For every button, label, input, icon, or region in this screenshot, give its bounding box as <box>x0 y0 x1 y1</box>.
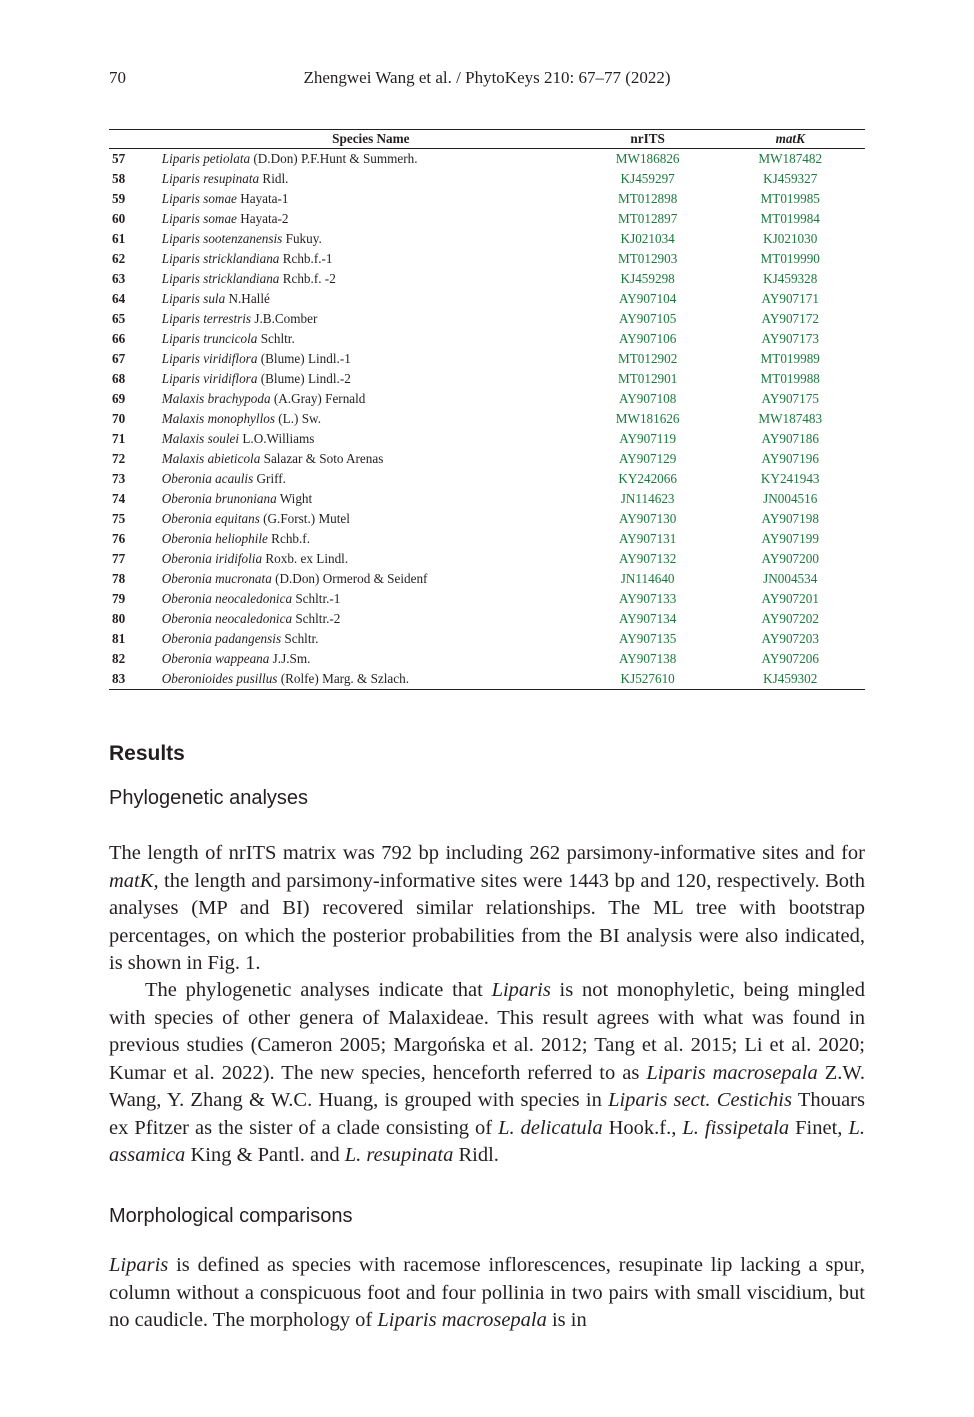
table-row <box>109 309 865 329</box>
matk-accession: AY907198 <box>761 511 819 526</box>
species-binomial: Liparis somae <box>161 211 237 226</box>
species-name-cell <box>162 529 580 549</box>
results-heading: Results <box>109 742 185 765</box>
matk-accession: MW187483 <box>758 411 823 426</box>
nrits-accession: KJ527610 <box>580 669 716 690</box>
running-header <box>109 68 865 92</box>
nrits-accession: AY907135 <box>618 631 677 646</box>
species-binomial: Oberonia neocaledonica <box>161 611 293 626</box>
matk-accession: KY241943 <box>760 471 820 486</box>
species-name-cell <box>162 249 580 269</box>
species-authority: Schltr.-2 <box>292 611 341 626</box>
species-name-cell <box>162 209 580 229</box>
species-authority: (D.Don) Ormerod & Seidenf <box>271 571 428 586</box>
species-authority: Rchb.f. <box>267 531 310 546</box>
nrits-accession: MT012903 <box>617 251 678 266</box>
row-number: 77 <box>112 551 126 566</box>
table-row <box>109 509 865 529</box>
phylogenetic-analyses-heading: Phylogenetic analyses <box>109 787 309 809</box>
row-number: 81 <box>112 631 126 646</box>
table-header-row <box>109 130 865 149</box>
matk-accession: AY907173 <box>761 331 819 346</box>
table-row <box>109 349 865 369</box>
table-row <box>109 449 865 469</box>
table-row <box>109 529 865 549</box>
species-authority: Hayata-2 <box>236 211 289 226</box>
species-binomial: Liparis somae <box>161 191 237 206</box>
matk-accession: MT019984 <box>760 211 820 226</box>
table-row <box>109 469 865 489</box>
species-authority: (L.) Sw. <box>274 411 321 426</box>
species-binomial: Liparis truncicola <box>161 331 258 346</box>
matk-accession: AY907196 <box>761 451 819 466</box>
species-name-cell <box>162 289 580 309</box>
table-row <box>109 289 865 309</box>
table-row <box>109 329 865 349</box>
species-name-cell <box>162 309 580 329</box>
species-name-cell <box>162 609 580 629</box>
matk-accession: AY907201 <box>761 591 819 606</box>
species-authority: Hayata-1 <box>236 191 289 206</box>
nrits-accession: AY907131 <box>618 531 677 546</box>
italic-text: Liparis <box>491 979 551 1001</box>
table-row <box>109 389 865 409</box>
matk-accession: MT019988 <box>760 371 820 386</box>
species-authority: N.Hallé <box>225 291 270 306</box>
species-binomial: Oberonioides pusillus <box>161 671 278 686</box>
matk-accession: AY907199 <box>761 531 819 546</box>
text-run: is not monophyletic, being mingled with species of other genera of Malaxideae. This result agrees with what was found in previous studies (Cameron 2005; Margońska et al. 2012; Tang et al. 2015; Li et al. 2020; Kumar et al. 2022). The new species, henceforth referred to as <box>109 979 865 1084</box>
matk-accession: MW187482 <box>758 151 823 166</box>
text-run: , the length and parsimony-informative sites were 1443 bp and 120, respectively. Both analyses (MP and BI) recovered similar relationships. The ML tree with bootstrap percentages, on which the posterior probabilities from the BI analysis were also indicated, is shown in Fig. 1. <box>109 869 865 974</box>
nrits-accession: AY907134 <box>618 611 677 626</box>
row-number: 68 <box>112 371 126 386</box>
species-authority: Wight <box>276 491 313 506</box>
species-binomial: Liparis sootenzanensis <box>161 231 283 246</box>
matk-accession: KJ021030 <box>763 231 818 246</box>
species-authority: Roxb. ex Lindl. <box>262 551 349 566</box>
species-authority: Ridl. <box>259 171 289 186</box>
row-number: 79 <box>112 591 126 606</box>
species-authority: Fukuy. <box>282 231 322 246</box>
nrits-accession: AY907132 <box>618 551 677 566</box>
row-number: 78 <box>112 571 126 586</box>
species-binomial: Oberonia acaulis <box>161 471 254 486</box>
row-number: 72 <box>112 451 126 466</box>
table-row <box>109 629 865 649</box>
species-binomial: Malaxis brachypoda <box>161 391 271 406</box>
species-authority: Schltr.-1 <box>292 591 341 606</box>
running-head-title: Zhengwei Wang et al. / PhytoKeys 210: 67–77 (2022) <box>303 68 671 87</box>
italic-text: Liparis sect. Cestichis <box>608 1089 792 1111</box>
matk-accession: AY907200 <box>761 551 819 566</box>
matk-accession: MT019985 <box>760 191 820 206</box>
italic-text: L. delicatula <box>498 1116 603 1139</box>
text-run: Z.W. Wang, Y. Zhang & W.C. Huang, is grouped with species in <box>109 1061 866 1111</box>
species-name-cell <box>162 409 580 429</box>
row-number: 74 <box>112 491 126 506</box>
table-row <box>109 229 865 249</box>
paragraph-phylo-2 <box>109 977 865 1170</box>
text-run: Finet, <box>789 1116 849 1139</box>
nrits-accession: AY907133 <box>618 591 677 606</box>
species-authority: Griff. <box>253 471 286 486</box>
species-binomial: Malaxis monophyllos <box>161 411 275 426</box>
nrits-accession: KJ459298 <box>620 271 675 286</box>
matk-accession: JN004534 <box>763 571 818 586</box>
table-row <box>109 369 865 389</box>
header-spacer <box>109 130 162 149</box>
morphological-comparisons-heading: Morphological comparisons <box>109 1205 353 1227</box>
species-binomial: Liparis stricklandiana <box>161 251 280 266</box>
matk-accession: KJ459327 <box>763 171 818 186</box>
nrits-accession: MW181626 <box>615 411 680 426</box>
species-authority: Rchb.f.-1 <box>279 251 333 266</box>
table-row <box>109 249 865 269</box>
nrits-accession: AY907129 <box>618 451 677 466</box>
species-name-cell <box>162 469 580 489</box>
species-binomial: Oberonia heliophile <box>161 531 268 546</box>
species-name-cell <box>162 189 580 209</box>
species-authority: Rchb.f. -2 <box>279 271 336 286</box>
species-name-cell <box>162 649 580 669</box>
species-binomial: Liparis resupinata <box>161 171 260 186</box>
species-authority: (Rolfe) Marg. & Szlach. <box>277 671 410 686</box>
row-number: 71 <box>112 431 126 446</box>
table-row <box>109 489 865 509</box>
row-number: 64 <box>112 291 126 306</box>
row-number: 65 <box>112 311 126 326</box>
species-authority: (G.Forst.) Mutel <box>259 511 350 526</box>
row-number: 60 <box>112 211 126 226</box>
species-name-cell <box>162 489 580 509</box>
nrits-accession: MT012897 <box>617 211 678 226</box>
species-authority: (Blume) Lindl.-1 <box>257 351 351 366</box>
species-name-cell <box>162 449 580 469</box>
species-binomial: Oberonia neocaledonica <box>161 591 293 606</box>
species-binomial: Oberonia mucronata <box>161 571 272 586</box>
table-row <box>109 609 865 629</box>
nrits-accession: JN114640 <box>620 571 675 586</box>
text-run: The phylogenetic analyses indicate that <box>145 979 492 1001</box>
row-number: 69 <box>112 391 126 406</box>
species-name-cell <box>162 349 580 369</box>
table-row <box>109 429 865 449</box>
matk-accession: AY907186 <box>761 431 819 446</box>
species-accession-table <box>109 129 865 690</box>
table-row <box>109 209 865 229</box>
species-binomial: Liparis stricklandiana <box>161 271 280 286</box>
species-binomial: Liparis viridiflora <box>161 351 258 366</box>
nrits-accession: KJ021034 <box>620 231 675 246</box>
text-run: The length of nrITS matrix was 792 bp including 262 parsimony-informative sites and for <box>109 842 865 864</box>
species-name-cell <box>162 569 580 589</box>
nrits-accession: JN114623 <box>620 491 675 506</box>
row-number: 80 <box>112 611 126 626</box>
italic-text: Liparis macrosepala <box>377 1309 547 1331</box>
species-authority: Schltr. <box>281 631 319 646</box>
species-name-cell <box>162 149 580 170</box>
table-row <box>109 169 865 189</box>
text-run: King & Pantl. and <box>185 1144 345 1166</box>
matk-accession: AY907203 <box>761 631 819 646</box>
row-number: 66 <box>112 331 126 346</box>
species-name-cell <box>162 269 580 289</box>
row-number: 76 <box>112 531 126 546</box>
table-row <box>109 189 865 209</box>
text-run: Ridl. <box>453 1144 499 1166</box>
species-binomial: Oberonia equitans <box>161 511 260 526</box>
species-name-cell <box>162 629 580 649</box>
species-name-cell <box>162 389 580 409</box>
nrits-accession: MT012902 <box>617 351 678 366</box>
species-name-cell <box>162 549 580 569</box>
species-authority: (Blume) Lindl.-2 <box>257 371 351 386</box>
matk-accession: AY907206 <box>761 651 819 666</box>
species-binomial: Malaxis abieticola <box>161 451 261 466</box>
nrits-accession: KJ459297 <box>620 171 675 186</box>
row-number: 57 <box>112 151 126 166</box>
species-binomial: Oberonia iridifolia <box>161 551 263 566</box>
species-name-cell <box>162 429 580 449</box>
species-authority: Salazar & Soto Arenas <box>260 451 384 466</box>
table-row <box>109 269 865 289</box>
matk-accession: JN004516 <box>763 491 818 506</box>
species-binomial: Oberonia brunoniana <box>161 491 277 506</box>
table-row <box>109 669 865 690</box>
text-run: is in <box>546 1309 587 1331</box>
paragraph-phylo-1 <box>109 840 865 978</box>
species-binomial: Oberonia wappeana <box>161 651 270 666</box>
text-run: Hook.f., <box>602 1116 683 1139</box>
nrits-accession: AY907138 <box>618 651 677 666</box>
matk-accession: AY907175 <box>761 391 819 406</box>
row-number: 59 <box>112 191 126 206</box>
row-number: 62 <box>112 251 126 266</box>
nrits-accession: MT012898 <box>617 191 678 206</box>
species-authority: L.O.Williams <box>239 431 315 446</box>
italic-text: L. resupinata <box>344 1144 454 1166</box>
species-name-cell <box>162 369 580 389</box>
table-row <box>109 649 865 669</box>
nrits-accession: AY907104 <box>618 291 677 306</box>
species-authority: J.J.Sm. <box>269 651 311 666</box>
species-authority: Schltr. <box>257 331 295 346</box>
nrits-accession: KY242066 <box>618 471 677 486</box>
nrits-accession: MT012901 <box>617 371 678 386</box>
nrits-accession: AY907105 <box>618 311 677 326</box>
text-run: Thouars ex Pfitzer as the sister of a clade consisting of <box>109 1089 865 1139</box>
species-authority: J.B.Comber <box>251 311 318 326</box>
species-authority: (A.Gray) Fernald <box>270 391 366 406</box>
table-row <box>109 569 865 589</box>
matk-accession: KJ459328 <box>763 271 818 286</box>
text-run: is defined as species with racemose inflorescences, resupinate lip lacking a spur, column without a conspicuous foot and four pollinia in two pairs with small viscidium, but no caudicle. The morphology of <box>109 1254 865 1331</box>
matk-accession: MT019990 <box>760 251 820 266</box>
header-nrits: nrITS <box>580 130 716 149</box>
matk-accession: AY907172 <box>761 311 819 326</box>
row-number: 67 <box>112 351 126 366</box>
header-matk: matK <box>715 130 865 149</box>
table-body <box>109 149 865 690</box>
matk-accession: KJ459302 <box>715 669 865 690</box>
nrits-accession: MW186826 <box>615 151 680 166</box>
species-binomial: Malaxis soulei <box>161 431 240 446</box>
matk-accession: AY907202 <box>761 611 819 626</box>
species-name-cell <box>162 329 580 349</box>
species-name-cell <box>162 169 580 189</box>
italic-text: Liparis macrosepala <box>646 1061 818 1084</box>
species-name-cell <box>162 509 580 529</box>
table-row <box>109 589 865 609</box>
row-number: 58 <box>112 171 126 186</box>
italic-text: L. assamica <box>109 1116 865 1166</box>
species-authority: (D.Don) P.F.Hunt & Summerh. <box>250 151 418 166</box>
species-binomial: Liparis terrestris <box>161 311 252 326</box>
row-number: 75 <box>112 511 126 526</box>
matk-accession: AY907171 <box>761 291 819 306</box>
species-name-cell <box>162 589 580 609</box>
nrits-accession: AY907130 <box>618 511 677 526</box>
nrits-accession: AY907119 <box>619 431 677 446</box>
italic-text: matK <box>109 869 154 892</box>
table-row <box>109 409 865 429</box>
row-number: 70 <box>112 411 126 426</box>
matk-accession: MT019989 <box>760 351 820 366</box>
row-number: 82 <box>112 651 126 666</box>
paragraph-morph-1 <box>109 1252 865 1335</box>
row-number: 61 <box>112 231 126 246</box>
species-binomial: Liparis viridiflora <box>161 371 258 386</box>
italic-text: L. fissipetala <box>682 1116 790 1139</box>
species-binomial: Oberonia padangensis <box>161 631 282 646</box>
species-binomial: Liparis sula <box>161 291 226 306</box>
row-number: 83 <box>109 669 162 690</box>
species-name-cell <box>162 229 580 249</box>
species-binomial: Liparis petiolata <box>161 151 251 166</box>
row-number: 73 <box>112 471 126 486</box>
page-number: 70 <box>109 68 126 87</box>
header-species-name: Species Name <box>162 130 580 149</box>
table-row <box>109 149 865 170</box>
species-name-cell <box>162 669 580 690</box>
table-row <box>109 549 865 569</box>
nrits-accession: AY907108 <box>618 391 677 406</box>
nrits-accession: AY907106 <box>618 331 677 346</box>
row-number: 63 <box>112 271 126 286</box>
italic-text: Liparis <box>109 1254 169 1276</box>
